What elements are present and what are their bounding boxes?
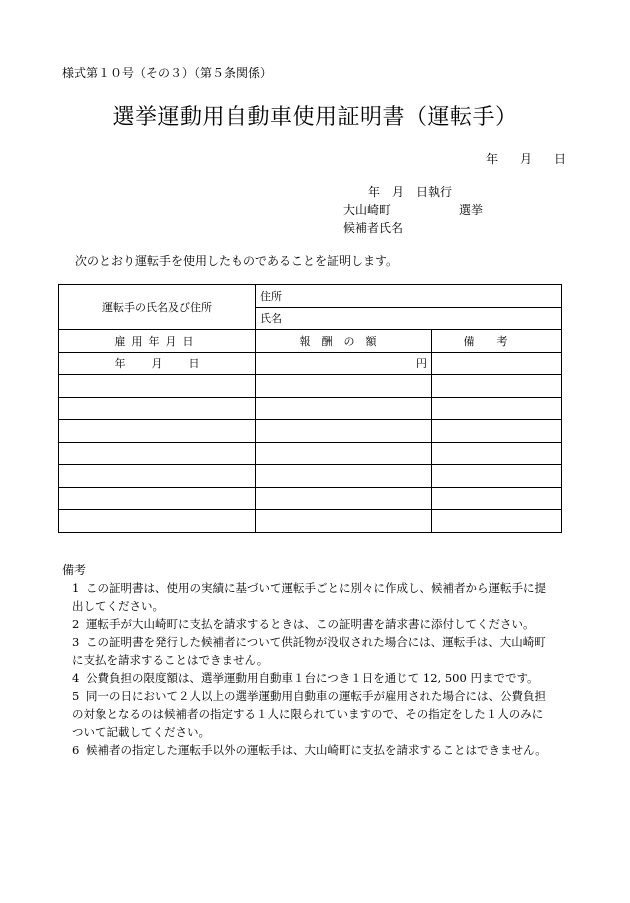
driver-label: 運転手の氏名及び住所 (59, 285, 256, 330)
note-item (62, 615, 574, 633)
employment-date-cell[interactable] (59, 352, 256, 375)
employment-date-cell[interactable] (59, 397, 256, 420)
table-row (59, 465, 562, 488)
remuneration-cell[interactable] (256, 465, 432, 488)
issue-day-label: 日 (554, 152, 567, 166)
table-row (59, 510, 562, 533)
note-text: ついて記載してください。 (72, 725, 210, 739)
remuneration-cell[interactable] (256, 487, 432, 510)
note-item (62, 669, 574, 687)
note-number: 3 (72, 635, 80, 649)
note-number: 1 (72, 581, 80, 595)
table-row (59, 375, 562, 398)
note-text: この証明書は、使用の実績に基づいて運転手ごとに別々に作成し、候補者から運転手に提 (86, 581, 546, 595)
table-row (59, 442, 562, 465)
employment-date-cell[interactable] (59, 420, 256, 443)
notes-title: 備考 (62, 563, 87, 577)
note-number: 2 (72, 617, 80, 631)
address-field[interactable]: 住所 (256, 285, 562, 308)
employment-date-cell[interactable] (59, 465, 256, 488)
note-number: 4 (72, 671, 80, 685)
table-row (59, 397, 562, 420)
employment-date-cell[interactable] (59, 487, 256, 510)
row-day-label: 日 (188, 357, 200, 371)
note-text: 運転手が大山崎町に支払を請求するときは、この証明書を請求書に添付してください。 (86, 617, 535, 631)
note-item (62, 741, 574, 759)
row-month-label: 月 (151, 357, 163, 371)
row-year-label: 年 (114, 357, 126, 371)
document-title: 選挙運動用自動車使用証明書（運転手） (112, 105, 518, 130)
note-item (62, 579, 574, 615)
header-remuneration: 報酬の額 (256, 330, 432, 353)
remuneration-cell[interactable] (256, 397, 432, 420)
note-text: この証明書を発行した候補者について供託物が没収された場合には、運転手は、大山崎町 (86, 635, 546, 649)
remarks-cell[interactable] (432, 442, 562, 465)
note-number: 5 (72, 689, 80, 703)
note-item (62, 687, 574, 741)
election-year-label: 年 (368, 185, 381, 199)
remuneration-cell[interactable] (256, 352, 432, 375)
issue-year-label: 年 (486, 152, 499, 166)
issue-month-label: 月 (520, 152, 533, 166)
employment-date-cell[interactable] (59, 375, 256, 398)
remuneration-cell[interactable] (256, 375, 432, 398)
employment-date-cell[interactable] (59, 442, 256, 465)
candidate-name-label: 候補者氏名 (343, 221, 404, 235)
remarks-cell[interactable] (432, 420, 562, 443)
remarks-cell[interactable] (432, 397, 562, 420)
remuneration-cell[interactable] (256, 442, 432, 465)
note-text: の対象となるのは候補者の指定する１人に限られていますので、その指定をした１人のみに (72, 707, 544, 721)
note-number: 6 (72, 743, 80, 757)
issue-date (486, 150, 566, 167)
notes-list (62, 579, 574, 759)
note-text: 出してください。 (72, 599, 164, 613)
table-row (59, 352, 562, 375)
remuneration-cell[interactable] (256, 510, 432, 533)
remarks-cell[interactable] (432, 465, 562, 488)
name-field[interactable]: 氏名 (256, 307, 562, 330)
employment-date-cell[interactable] (59, 510, 256, 533)
remarks-cell[interactable] (432, 375, 562, 398)
header-remarks: 備考 (432, 330, 562, 353)
header-employment-date: 雇用年月日 (59, 330, 256, 353)
remarks-cell[interactable] (432, 510, 562, 533)
election-day-label: 日執行 (416, 185, 453, 199)
note-text: 候補者の指定した運転手以外の運転手は、大山崎町に支払を請求することはできません。 (86, 743, 547, 757)
remuneration-cell[interactable] (256, 420, 432, 443)
election-date (368, 183, 452, 200)
table-row (59, 420, 562, 443)
note-item (62, 633, 574, 669)
remarks-cell[interactable] (432, 487, 562, 510)
yen-label: 円 (416, 357, 427, 371)
table-row (59, 487, 562, 510)
election-suffix: 選挙 (459, 203, 484, 217)
town-name: 大山崎町 (343, 203, 392, 217)
note-text: 公費負担の限度額は、選挙運動用自動車１台につき１日を通じて 12, 500 円までです。 (86, 671, 539, 685)
certificate-table (58, 284, 562, 533)
intro-text: 次のとおり運転手を使用したものであることを証明します。 (75, 254, 399, 268)
form-number: 様式第１０号（その３）（第５条関係） (62, 66, 273, 80)
note-text: 同一の日において２人以上の選挙運動用自動車の運転手が雇用された場合には、公費負担 (86, 689, 546, 703)
election-month-label: 月 (392, 185, 405, 199)
note-text: に支払を請求することはできません。 (72, 653, 269, 667)
election-name (343, 201, 483, 218)
remarks-cell[interactable] (432, 352, 562, 375)
